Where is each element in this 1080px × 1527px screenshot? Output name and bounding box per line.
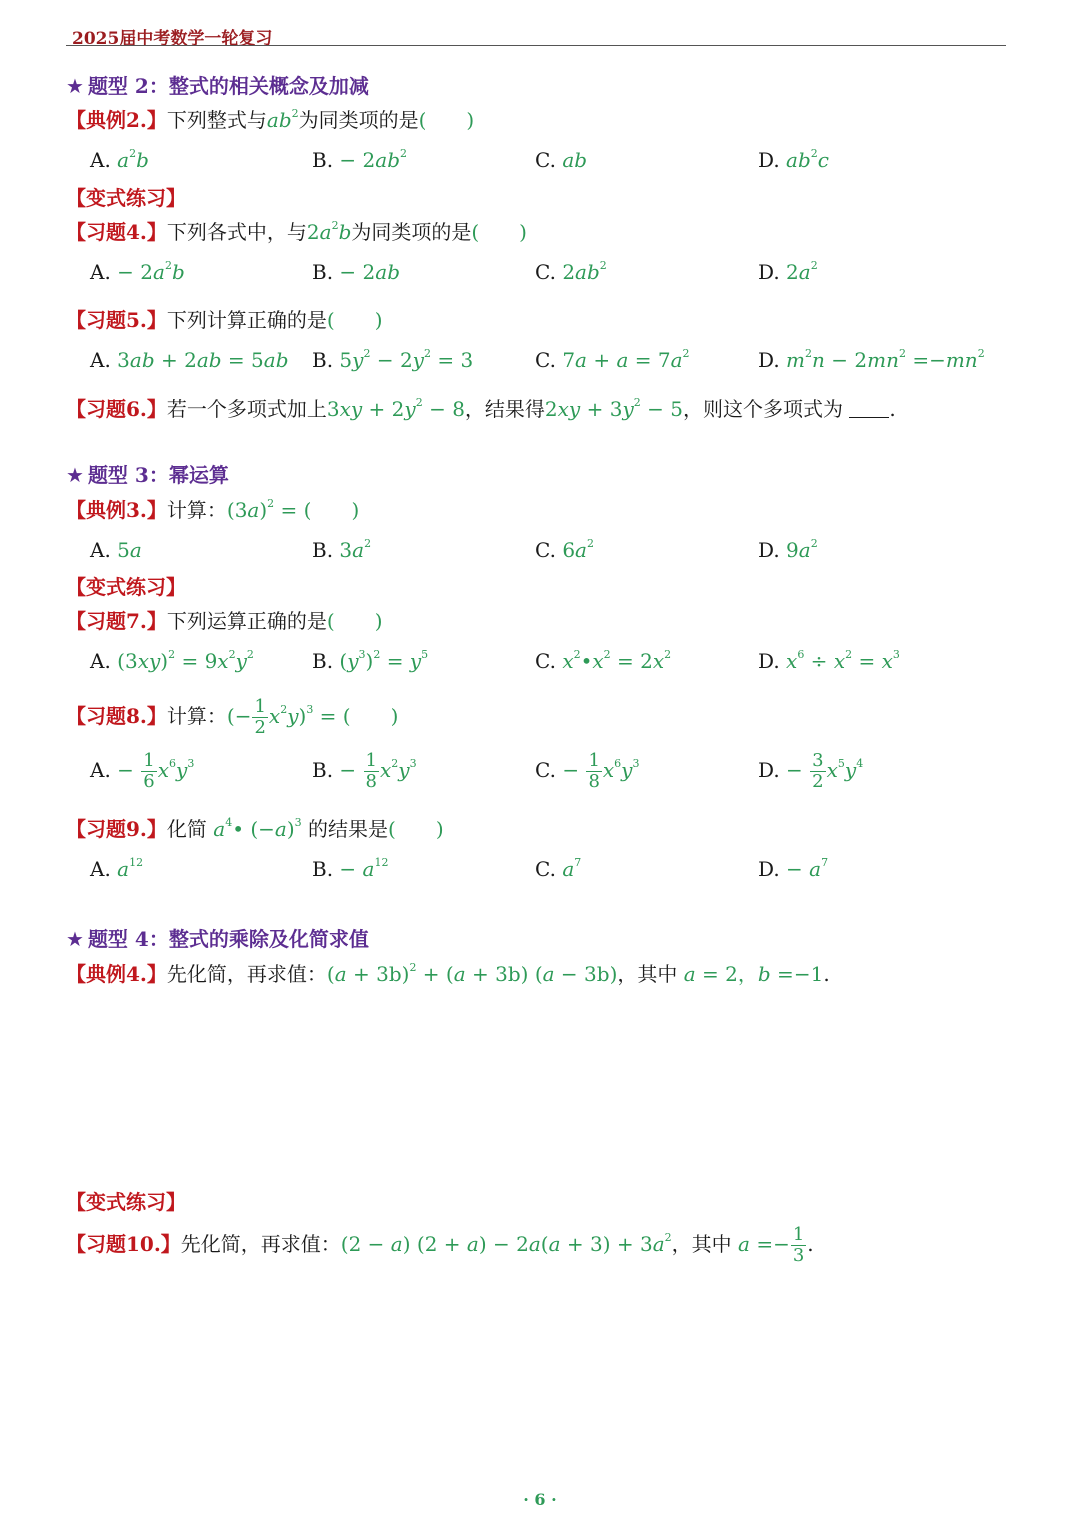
- example-4: 【典例4.】先化简，再求值：$(a + 3b)^2 + (a + 3b)$ (a − 3b)，其中 a = 2，b =−1.: [66, 961, 830, 986]
- option-b: B. − $2ab^2$: [312, 147, 407, 172]
- option-a: A. − $2a^2b$: [90, 259, 185, 284]
- option-b: B. − $a^{12}$: [312, 856, 389, 881]
- option-c: C. $7a + a = 7a^2$: [535, 347, 690, 372]
- section-3-heading: ★ 题型 3：幂运算: [66, 463, 229, 487]
- option-a: A. $a^{12}$: [90, 856, 144, 881]
- option-a: A. 3ab + 2ab = 5ab: [90, 348, 289, 372]
- header-rule: [66, 45, 1006, 46]
- exercise-5: 【习题5.】下列计算正确的是( ): [66, 308, 383, 332]
- option-d: D. $m^2n - 2mn^2 =-mn^2$: [758, 347, 985, 372]
- star-icon: ★: [66, 927, 84, 951]
- option-b: B. $3a^2$: [312, 537, 372, 562]
- option-a: A. − $\frac{1}{6}$ $x^6y^3$: [90, 750, 195, 792]
- answer-blank[interactable]: [849, 401, 889, 418]
- option-d: D. − $a^7$: [758, 856, 829, 881]
- option-d: D. $9a^2$: [758, 537, 818, 562]
- option-c: C. ab: [535, 148, 588, 172]
- section-2-heading: ★ 题型 2：整式的相关概念及加减: [66, 74, 369, 98]
- option-d: D. $ab^2c$: [758, 147, 829, 172]
- exercise-6: 【习题6.】若一个多项式加上$3xy + 2y^2 - 8$，结果得$2xy + 3y^2 - 5$，则这个多项式为 .: [66, 396, 896, 421]
- option-d: D. − $\frac{3}{2}$ $x^5y^4$: [758, 750, 864, 792]
- page-number: · 6 ·: [523, 1490, 557, 1509]
- header-title: 2025届中考数学一轮复习: [72, 29, 273, 49]
- option-a: A. $(3xy)^2 = 9x^2y^2$: [90, 648, 254, 673]
- example-3: 【典例3.】计算：$(3a)^2$ = ( ): [66, 497, 360, 522]
- section-4-heading: ★ 题型 4：整式的乘除及化简求值: [66, 927, 369, 951]
- star-icon: ★: [66, 463, 84, 487]
- exercise-8: 【习题8.】计算：(− $\frac{1}{2}$ $x^2y)^3$ = ( ): [66, 696, 399, 738]
- exercise-10: 【习题10.】先化简，再求值：(2 − a) $(2 + a) - 2a(a + 3) + 3a^2$，其中 a =− $\frac{1}{3}$ .: [66, 1224, 814, 1266]
- option-b: B. $5y^2 - 2y^2 = 3$: [312, 347, 474, 372]
- exercise-7: 【习题7.】下列运算正确的是( ): [66, 609, 383, 633]
- variation-heading: 【变式练习】: [66, 1190, 186, 1214]
- option-a: A. 5a: [90, 538, 142, 562]
- option-b: B. − 2ab: [312, 260, 400, 284]
- option-c: C. $2ab^2$: [535, 259, 607, 284]
- option-c: C. − $\frac{1}{8}$ $x^6y^3$: [535, 750, 640, 792]
- option-b: B. − $\frac{1}{8}$ $x^2y^3$: [312, 750, 417, 792]
- example-2: 【典例2.】下列整式与$ab^2$为同类项的是( ): [66, 107, 475, 132]
- variation-heading: 【变式练习】: [66, 575, 186, 599]
- star-icon: ★: [66, 74, 84, 98]
- option-d: D. $2a^2$: [758, 259, 818, 284]
- exercise-9: 【习题9.】化简 $a^4•$ $(-a)^3$ 的结果是( ): [66, 816, 444, 841]
- option-b: B. $(y^3)^2 = y^5$: [312, 648, 429, 673]
- option-c: C. $a^7$: [535, 856, 582, 881]
- option-c: C. $x^2•x^2 = 2x^2$: [535, 648, 672, 673]
- option-d: D. $x^6 \div x^2 = x^3$: [758, 648, 900, 673]
- variation-heading: 【变式练习】: [66, 186, 186, 210]
- option-a: A. $a^2b$: [90, 147, 149, 172]
- option-c: C. $6a^2$: [535, 537, 594, 562]
- exercise-4: 【习题4.】下列各式中，与$2a^2b$为同类项的是( ): [66, 219, 527, 244]
